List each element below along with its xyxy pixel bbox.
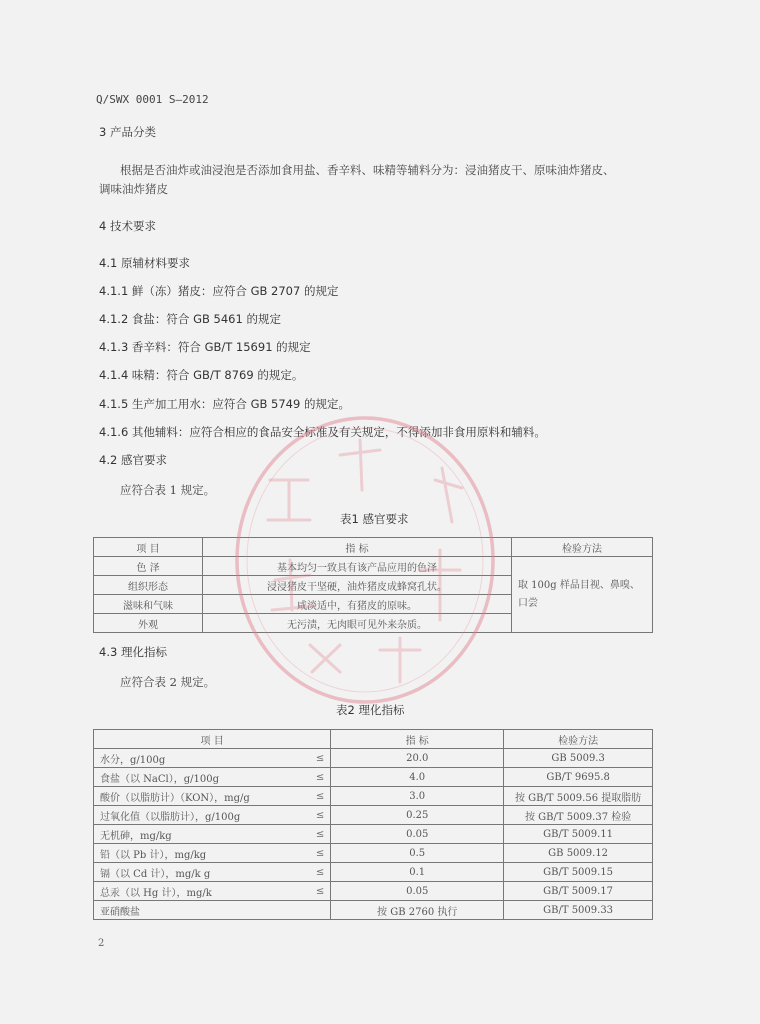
section-3-heading: 3 产品分类 — [99, 125, 156, 139]
table-header-cell: 项 目 — [94, 538, 203, 557]
table-cell: 铅（以 Pb 计），mg/kg — [94, 844, 297, 863]
table-header-cell: 项 目 — [94, 730, 331, 749]
table-cell: ≤ — [296, 863, 331, 882]
section-4-1-heading: 4.1 原辅材料要求 — [99, 256, 190, 270]
table-cell: 基本均匀一致具有该产品应用的色泽 — [203, 557, 512, 576]
table-cell: 咸淡适中，有猪皮的原味。 — [203, 595, 512, 614]
clause-4-1-2: 4.1.2 食盐：符合 GB 5461 的规定 — [99, 312, 281, 326]
table-cell: GB/T 9695.8 — [504, 768, 653, 787]
table-row — [94, 749, 653, 768]
table-cell: GB/T 5009.15 — [504, 863, 653, 882]
table-row — [94, 882, 653, 901]
table-row — [94, 787, 653, 806]
table-cell: 色 泽 — [94, 557, 203, 576]
table-cell: 无污渍，无肉眼可见外来杂质。 — [203, 614, 512, 633]
section-4-3-text: 应符合表 2 规定。 — [120, 675, 216, 689]
table-cell: 组织形态 — [94, 576, 203, 595]
clause-4-1-4: 4.1.4 味精：符合 GB/T 8769 的规定。 — [99, 368, 304, 382]
table-row — [94, 768, 653, 787]
table1-caption: 表1 感官要求 — [340, 512, 409, 526]
table-cell: GB/T 5009.17 — [504, 882, 653, 901]
table-header-row — [94, 538, 653, 557]
table-cell: GB 5009.3 — [504, 749, 653, 768]
section-4-3-heading: 4.3 理化指标 — [99, 645, 167, 659]
table-header-cell: 指 标 — [331, 730, 504, 749]
table-cell: 0.25 — [331, 806, 504, 825]
table-cell: 镉（以 Cd 计），mg/k g — [94, 863, 297, 882]
section-3-paragraph-line2: 调味油炸猪皮 — [99, 182, 168, 196]
physicochemical-indicators-table — [93, 729, 653, 920]
table-cell: 过氧化值（以脂肪计），g/100g — [94, 806, 297, 825]
table-cell: ≤ — [296, 787, 331, 806]
section-3-paragraph-line1: 根据是否油炸或油浸泡是否添加食用盐、香辛料、味精等辅料分为：浸油猪皮干、原味油炸猪皮、 — [120, 163, 615, 177]
table-cell: 按 GB/T 5009.37 检验 — [504, 806, 653, 825]
table-cell: 无机砷，mg/kg — [94, 825, 297, 844]
table-cell: ≤ — [296, 749, 331, 768]
table-cell: ≤ — [296, 768, 331, 787]
table-cell: ≤ — [296, 806, 331, 825]
table-cell: 水分，g/100g — [94, 749, 297, 768]
standard-code: Q/SWX 0001 S—2012 — [96, 93, 209, 106]
table-cell: GB/T 5009.11 — [504, 825, 653, 844]
clause-4-1-3: 4.1.3 香辛料：符合 GB/T 15691 的规定 — [99, 340, 311, 354]
table-cell: ≤ — [296, 882, 331, 901]
table-cell: 0.1 — [331, 863, 504, 882]
table-cell: 0.05 — [331, 882, 504, 901]
table-header-cell: 检验方法 — [504, 730, 653, 749]
table-header-cell: 检验方法 — [512, 538, 653, 557]
table-cell: 食盐（以 NaCl），g/100g — [94, 768, 297, 787]
table-row — [94, 806, 653, 825]
page-number: 2 — [98, 938, 105, 949]
table-cell: 外观 — [94, 614, 203, 633]
table-row — [94, 825, 653, 844]
table-cell: 亚硝酸盐 — [94, 901, 297, 920]
table-row — [94, 901, 653, 920]
section-4-2-text: 应符合表 1 规定。 — [120, 483, 216, 497]
table-header-row — [94, 730, 653, 749]
clause-4-1-6: 4.1.6 其他辅料：应符合相应的食品安全标准及有关规定，不得添加非食用原料和辅料。 — [99, 425, 546, 439]
table-cell: 3.0 — [331, 787, 504, 806]
table-cell: 0.5 — [331, 844, 504, 863]
method-line: 口尝 — [518, 597, 538, 609]
clause-4-1-5: 4.1.5 生产加工用水：应符合 GB 5749 的规定。 — [99, 397, 350, 411]
table-cell: 滋味和气味 — [94, 595, 203, 614]
table-cell — [296, 901, 331, 920]
table-header-cell: 指 标 — [203, 538, 512, 557]
table-cell: GB 5009.12 — [504, 844, 653, 863]
table-cell: 4.0 — [331, 768, 504, 787]
table-cell: 浸浸猪皮干坚硬，油炸猪皮成蜂窝孔状。 — [203, 576, 512, 595]
table-cell: 按 GB/T 5009.56 提取脂肪 — [504, 787, 653, 806]
table-cell: 酸价（以脂肪计）（KON），mg/g — [94, 787, 297, 806]
method-line: 取 100g 样品目视、鼻嗅、 — [518, 579, 640, 591]
table-row — [94, 863, 653, 882]
table-cell: GB/T 5009.33 — [504, 901, 653, 920]
table2-caption: 表2 理化指标 — [336, 703, 405, 717]
table-cell: 20.0 — [331, 749, 504, 768]
table-cell: 总汞（以 Hg 计），mg/k — [94, 882, 297, 901]
table-cell: 0.05 — [331, 825, 504, 844]
section-4-2-heading: 4.2 感官要求 — [99, 453, 167, 467]
section-4-heading: 4 技术要求 — [99, 219, 156, 233]
sensory-requirements-table — [93, 537, 653, 633]
table-cell: ≤ — [296, 825, 331, 844]
table-row — [94, 844, 653, 863]
table-cell: ≤ — [296, 844, 331, 863]
inspection-method-cell — [512, 557, 653, 633]
clause-4-1-1: 4.1.1 鲜（冻）猪皮：应符合 GB 2707 的规定 — [99, 284, 339, 298]
table-cell: 按 GB 2760 执行 — [331, 901, 504, 920]
table-row — [94, 557, 653, 576]
